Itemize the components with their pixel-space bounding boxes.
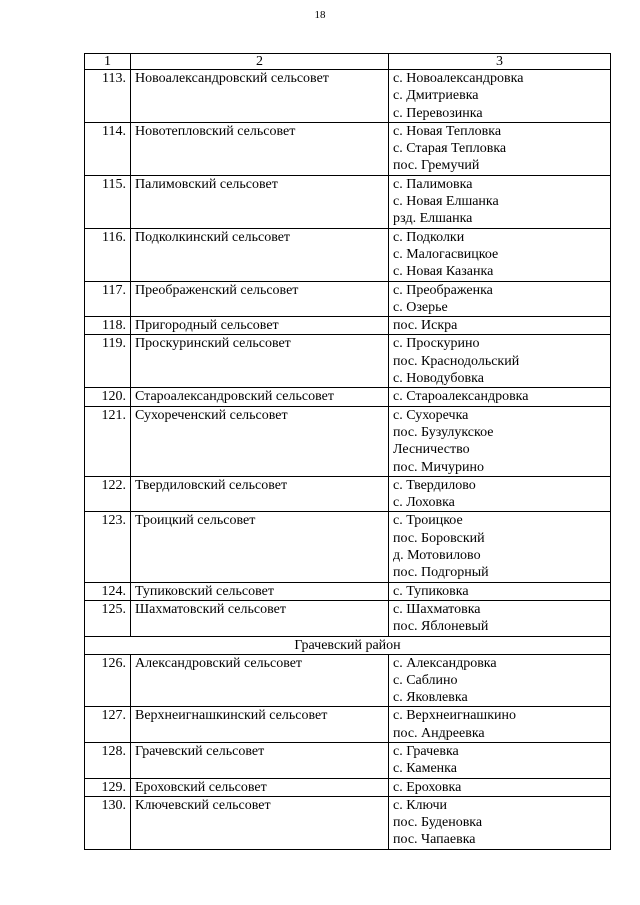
settlement-item: с. Новодубовка (393, 371, 484, 387)
settlement-item: с. Новая Казанка (393, 264, 494, 280)
column-header-2: 2 (131, 54, 389, 70)
settlement-item: пос. Андреевка (393, 725, 485, 741)
settlement-item: д. Мотовилово (393, 548, 481, 564)
row-number: 115. (85, 175, 131, 228)
settlement-item: с. Дмитриевка (393, 88, 479, 104)
row-number: 119. (85, 335, 131, 388)
settlement-item: с. Проскурино (393, 336, 480, 352)
council-name: Палимовский сельсовет (131, 175, 389, 228)
settlement-item: с. Новая Елшанка (393, 194, 499, 210)
settlement-item: с. Старая Тепловка (393, 141, 507, 157)
row-number: 122. (85, 476, 131, 512)
council-name: Староалександровский сельсовет (131, 388, 389, 406)
council-name: Троицкий сельсовет (131, 512, 389, 582)
settlements-table (84, 53, 611, 850)
settlement-item: с. Троицкое (393, 513, 463, 529)
settlement-item: с. Новоалександровка (393, 71, 524, 86)
council-name: Твердиловский сельсовет (131, 476, 389, 512)
table-row (85, 512, 611, 582)
settlement-item: с. Грачевка (393, 743, 459, 759)
council-name: Сухореченский сельсовет (131, 406, 389, 476)
settlement-item: с. Перевозинка (393, 105, 483, 121)
council-name: Подколкинский сельсовет (131, 228, 389, 281)
row-number: 121. (85, 406, 131, 476)
settlement-item: с. Александровка (393, 655, 497, 671)
settlements-cell (389, 335, 611, 388)
settlements-cell (389, 122, 611, 175)
table-row (85, 582, 611, 600)
row-number: 126. (85, 654, 131, 707)
settlement-item: с. Сухоречка (393, 407, 469, 423)
table-row (85, 281, 611, 317)
district-header-row (85, 636, 611, 654)
settlement-item: с. Твердилово (393, 477, 476, 493)
council-name: Новотепловский сельсовет (131, 122, 389, 175)
council-name: Проскуринский сельсовет (131, 335, 389, 388)
row-number: 128. (85, 742, 131, 778)
table-body (85, 70, 611, 850)
settlement-item: с. Преображенка (393, 282, 493, 298)
settlement-item: пос. Подгорный (393, 565, 489, 581)
council-name: Новоалександровский сельсовет (131, 70, 389, 123)
table-row (85, 317, 611, 335)
row-number: 117. (85, 281, 131, 317)
settlements-cell (389, 600, 611, 636)
settlement-item: пос. Буденовка (393, 815, 483, 831)
row-number: 118. (85, 317, 131, 335)
council-name: Александровский сельсовет (131, 654, 389, 707)
settlement-item: с. Верхнеигнашкино (393, 708, 516, 724)
table-row (85, 742, 611, 778)
table-row (85, 654, 611, 707)
row-number: 129. (85, 778, 131, 796)
settlement-item: с. Малогасвицкое (393, 246, 499, 262)
row-number: 125. (85, 600, 131, 636)
settlements-cell (389, 317, 611, 335)
row-number: 130. (85, 796, 131, 849)
settlement-item: пос. Яблоневый (393, 619, 489, 635)
council-name: Преображенский сельсовет (131, 281, 389, 317)
row-number: 120. (85, 388, 131, 406)
table-row (85, 406, 611, 476)
settlement-item: с. Ключи (393, 797, 447, 813)
council-name: Грачевский сельсовет (131, 742, 389, 778)
table-row (85, 335, 611, 388)
row-number: 124. (85, 582, 131, 600)
table-row (85, 476, 611, 512)
settlement-item: с. Староалександровка (393, 389, 529, 405)
settlement-item: пос. Мичурино (393, 459, 485, 475)
table-row (85, 796, 611, 849)
settlement-item: с. Яковлевка (393, 690, 468, 706)
settlements-cell (389, 796, 611, 849)
table-row (85, 122, 611, 175)
column-header-3: 3 (389, 54, 611, 70)
settlements-cell (389, 707, 611, 743)
settlement-item: с. Палимовка (393, 176, 473, 192)
table-row (85, 778, 611, 796)
council-name: Верхнеигнашкинский сельсовет (131, 707, 389, 743)
row-number: 127. (85, 707, 131, 743)
settlement-item: Лесничество (393, 442, 470, 458)
settlement-item: пос. Искра (393, 318, 458, 334)
table-row (85, 600, 611, 636)
council-name: Тупиковский сельсовет (131, 582, 389, 600)
settlements-cell (389, 70, 611, 123)
settlement-item: пос. Бузулукское (393, 424, 494, 440)
settlements-cell (389, 654, 611, 707)
settlements-cell (389, 228, 611, 281)
settlement-item: с. Шахматовка (393, 601, 481, 617)
district-title: Грачевский район (85, 636, 611, 654)
row-number: 113. (85, 70, 131, 123)
settlement-item: пос. Гремучий (393, 158, 480, 174)
settlements-cell (389, 388, 611, 406)
council-name: Шахматовский сельсовет (131, 600, 389, 636)
settlements-cell (389, 476, 611, 512)
settlements-cell (389, 742, 611, 778)
settlements-cell (389, 175, 611, 228)
council-name: Ероховский сельсовет (131, 778, 389, 796)
settlement-item: с. Озерье (393, 299, 448, 315)
settlements-cell (389, 512, 611, 582)
table-row (85, 70, 611, 123)
settlement-item: пос. Чапаевка (393, 832, 476, 848)
row-number: 123. (85, 512, 131, 582)
settlement-item: с. Подколки (393, 229, 465, 245)
settlement-item: с. Лоховка (393, 495, 455, 511)
settlements-cell (389, 281, 611, 317)
settlement-item: с. Новая Тепловка (393, 123, 502, 139)
settlements-cell (389, 406, 611, 476)
table-row (85, 388, 611, 406)
settlement-item: пос. Боровский (393, 530, 485, 546)
council-name: Пригородный сельсовет (131, 317, 389, 335)
table-row (85, 707, 611, 743)
column-header-1: 1 (85, 54, 131, 70)
settlement-item: с. Тупиковка (393, 583, 469, 599)
settlement-item: с. Ероховка (393, 779, 462, 795)
settlement-item: с. Саблино (393, 672, 458, 688)
table-row (85, 228, 611, 281)
settlement-item: с. Каменка (393, 761, 457, 777)
council-name: Ключевский сельсовет (131, 796, 389, 849)
page-number: 18 (314, 9, 326, 21)
table-row (85, 175, 611, 228)
settlement-item: рзд. Елшанка (393, 211, 473, 227)
settlements-cell (389, 778, 611, 796)
settlement-item: пос. Краснодольский (393, 353, 520, 369)
table-header-row (85, 54, 611, 70)
row-number: 114. (85, 122, 131, 175)
settlements-cell (389, 582, 611, 600)
row-number: 116. (85, 228, 131, 281)
